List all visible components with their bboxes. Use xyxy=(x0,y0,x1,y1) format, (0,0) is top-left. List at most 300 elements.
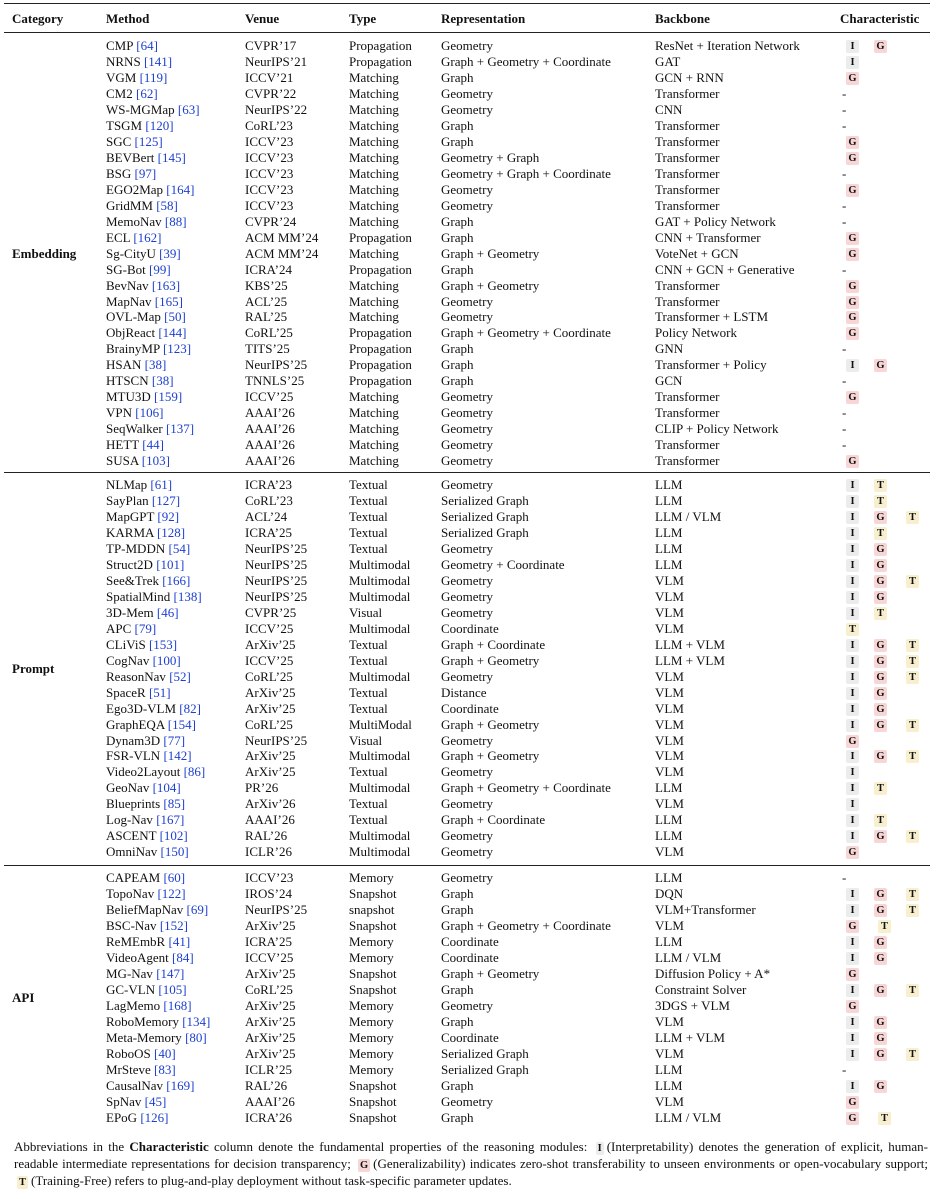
citation-link[interactable]: [163] xyxy=(151,277,181,293)
venue-cell: AAAI’26 xyxy=(245,453,295,469)
citation-link[interactable]: [45] xyxy=(144,1093,167,1109)
type-cell: Textual xyxy=(349,700,388,716)
backbone-cell: GAT xyxy=(655,53,681,69)
characteristic-badge-t: T xyxy=(906,984,919,997)
header-category: Category xyxy=(12,11,64,26)
type-cell: Matching xyxy=(349,149,399,165)
venue-cell: AAAI’26 xyxy=(245,405,295,421)
method-cell xyxy=(106,733,185,749)
venue-cell: ICRA’24 xyxy=(245,261,292,277)
method-name: BEVBert xyxy=(106,149,155,165)
citation-link[interactable]: [39] xyxy=(159,245,181,261)
representation-cell: Geometry xyxy=(441,572,493,588)
representation-cell: Serialized Graph xyxy=(441,524,529,540)
characteristic-badge-g: G xyxy=(874,511,887,524)
characteristic-badge-g: G xyxy=(874,936,887,949)
citation-link[interactable]: [51] xyxy=(148,684,171,700)
method-cell xyxy=(106,685,171,701)
method-name: Video2Layout xyxy=(106,764,181,780)
method-name: HETT xyxy=(106,437,139,453)
method-name: SpatialMind xyxy=(106,588,171,604)
backbone-cell: VLM+Transformer xyxy=(655,901,756,917)
characteristic-badge-g: G xyxy=(874,591,887,604)
representation-cell: Graph + Geometry xyxy=(441,277,540,293)
citation-link[interactable]: [123] xyxy=(162,341,192,357)
citation-link[interactable]: [54] xyxy=(168,540,191,556)
method-name: CMP xyxy=(106,38,133,53)
citation-link[interactable]: [40] xyxy=(154,1045,176,1061)
characteristic-badge-g: G xyxy=(846,1112,859,1125)
venue-cell: CoRL’25 xyxy=(245,325,293,341)
method-name: SG-Bot xyxy=(106,261,146,277)
method-cell xyxy=(106,653,181,669)
citation-link[interactable]: [85] xyxy=(163,796,186,812)
backbone-cell: GCN + RNN xyxy=(655,69,724,85)
characteristic-badge-i: I xyxy=(846,56,859,69)
citation-link[interactable]: [99] xyxy=(148,261,171,277)
characteristic-none: - xyxy=(842,373,847,389)
characteristic-badge-i: I xyxy=(846,479,859,492)
characteristic-badge-i: I xyxy=(846,1016,859,1029)
citation-link[interactable]: [154] xyxy=(167,716,196,732)
section-rule xyxy=(4,472,930,473)
characteristic-badge-i: I xyxy=(846,936,859,949)
citation-link[interactable]: [166] xyxy=(162,572,191,588)
citation-link[interactable]: [141] xyxy=(143,53,173,69)
citation-link[interactable]: [63] xyxy=(177,101,200,117)
representation-cell: Serialized Graph xyxy=(441,1061,529,1077)
method-name: BeliefMapNav xyxy=(106,901,184,917)
method-cell xyxy=(106,796,185,812)
method-cell xyxy=(106,230,162,246)
characteristic-badge-g: G xyxy=(874,543,887,556)
characteristic-badge-i: I xyxy=(846,671,859,684)
backbone-cell: ResNet + Iteration Network xyxy=(655,38,800,53)
method-name: GC-VLN xyxy=(106,981,156,997)
representation-cell: Serialized Graph xyxy=(441,492,529,508)
characteristic-badge-g: G xyxy=(846,735,859,748)
method-cell xyxy=(106,1110,168,1126)
characteristic-badge-i: I xyxy=(846,719,859,732)
citation-link[interactable]: [102] xyxy=(159,828,188,844)
citation-link[interactable]: [153] xyxy=(148,636,178,652)
backbone-cell: Transformer xyxy=(655,117,720,133)
characteristic-none: - xyxy=(842,101,847,117)
citation-link[interactable]: [100] xyxy=(152,652,181,668)
top-rule xyxy=(4,3,930,4)
venue-cell: ICLR’26 xyxy=(245,844,292,860)
characteristic-none: - xyxy=(842,85,847,101)
method-cell xyxy=(106,86,158,102)
characteristic-badge-i: I xyxy=(846,1080,859,1093)
method-cell xyxy=(106,828,188,844)
method-name: HSAN xyxy=(106,357,142,373)
venue-cell: ICRA’25 xyxy=(245,933,292,949)
characteristic-badge-g: G xyxy=(874,703,887,716)
venue-cell: ICRA’25 xyxy=(245,524,292,540)
type-cell: Snapshot xyxy=(349,965,397,981)
citation-link[interactable]: [58] xyxy=(156,197,178,213)
citation-link[interactable]: [144] xyxy=(158,325,187,341)
method-cell xyxy=(106,950,194,966)
venue-cell: NeurIPS’25 xyxy=(245,357,308,373)
citation-link[interactable]: [137] xyxy=(165,421,195,437)
citation-link[interactable]: [60] xyxy=(163,870,186,885)
citation-link[interactable]: [164] xyxy=(166,181,195,197)
citation-link[interactable]: [84] xyxy=(172,949,194,965)
method-cell xyxy=(106,780,181,796)
characteristic-badge-g: G xyxy=(874,888,887,901)
characteristic-badge-g: G xyxy=(846,72,859,85)
representation-cell: Geometry xyxy=(441,477,493,492)
representation-cell: Geometry xyxy=(441,181,493,197)
citation-link[interactable]: [38] xyxy=(144,357,167,373)
characteristic-badge-g: G xyxy=(874,671,887,684)
citation-link[interactable]: [120] xyxy=(145,117,174,133)
backbone-cell: LLM xyxy=(655,556,683,572)
citation-link[interactable]: [105] xyxy=(158,981,187,997)
representation-cell: Geometry xyxy=(441,588,493,604)
backbone-cell: Transformer xyxy=(655,85,720,101)
representation-cell: Geometry xyxy=(441,540,493,556)
type-cell: Memory xyxy=(349,949,394,965)
type-cell: snapshot xyxy=(349,901,395,917)
backbone-cell: Policy Network xyxy=(655,325,737,341)
backbone-cell: CNN + GCN + Generative xyxy=(655,261,795,277)
backbone-cell: LLM xyxy=(655,1061,683,1077)
venue-cell: ArXiv’25 xyxy=(245,764,296,780)
type-cell: Memory xyxy=(349,1061,394,1077)
type-cell: Memory xyxy=(349,1045,394,1061)
characteristic-badge-i: I xyxy=(846,814,859,827)
representation-cell: Graph + Geometry + Coordinate xyxy=(441,53,611,69)
citation-link[interactable]: [165] xyxy=(154,293,183,309)
characteristic-badge-i: I xyxy=(846,904,859,917)
type-cell: Multimodal xyxy=(349,748,411,764)
backbone-cell: VLM xyxy=(655,844,684,860)
citation-link[interactable]: [79] xyxy=(134,620,157,636)
type-cell: Visual xyxy=(349,732,383,748)
citation-link[interactable]: [41] xyxy=(168,933,191,949)
citation-link[interactable]: [169] xyxy=(166,1077,195,1093)
representation-cell: Coordinate xyxy=(441,949,499,965)
representation-cell: Geometry + Graph xyxy=(441,149,540,165)
method-cell xyxy=(106,621,156,637)
citation-link[interactable]: [77] xyxy=(163,732,186,748)
method-name: CM2 xyxy=(106,85,133,101)
backbone-cell: Transformer xyxy=(655,405,720,421)
characteristic-none: - xyxy=(842,437,847,453)
representation-cell: Coordinate xyxy=(441,700,499,716)
backbone-cell: VLM xyxy=(655,668,684,684)
method-cell xyxy=(106,902,208,918)
citation-link[interactable]: [159] xyxy=(154,389,183,405)
venue-cell: ArXiv’25 xyxy=(245,917,296,933)
venue-cell: ICCV’25 xyxy=(245,620,294,636)
type-cell: Textual xyxy=(349,684,388,700)
method-cell xyxy=(106,1062,176,1078)
method-cell xyxy=(106,934,190,950)
citation-link[interactable]: [61] xyxy=(150,477,173,492)
method-name: ECL xyxy=(106,229,131,245)
venue-cell: ICCV’23 xyxy=(245,870,294,885)
representation-cell: Graph xyxy=(441,981,474,997)
footnote-bold: Characteristic xyxy=(129,1139,209,1154)
method-name: FSR-VLN xyxy=(106,748,161,764)
backbone-cell: Transformer + Policy xyxy=(655,357,767,373)
venue-cell: NeurIPS’25 xyxy=(245,556,308,572)
type-cell: Textual xyxy=(349,477,388,492)
characteristic-badge-g: G xyxy=(846,311,859,324)
citation-link[interactable]: [152] xyxy=(159,917,188,933)
backbone-cell: 3DGS + VLM xyxy=(655,997,730,1013)
method-cell xyxy=(106,38,158,54)
citation-link[interactable]: [145] xyxy=(157,149,186,165)
method-name: CAPEAM xyxy=(106,870,161,885)
method-name: MrSteve xyxy=(106,1061,151,1077)
characteristic-badge-g: G xyxy=(874,655,887,668)
representation-cell: Graph xyxy=(441,117,474,133)
citation-link[interactable]: [38] xyxy=(151,373,174,389)
characteristic-badge-i: I xyxy=(846,40,859,53)
citation-link[interactable]: [167] xyxy=(156,812,185,828)
backbone-cell: LLM + VLM xyxy=(655,636,725,652)
citation-link[interactable]: [103] xyxy=(141,453,170,469)
representation-cell: Geometry xyxy=(441,38,493,53)
method-name: MapGPT xyxy=(106,508,155,524)
citation-link[interactable]: [162] xyxy=(133,229,162,245)
citation-link[interactable]: [138] xyxy=(173,588,202,604)
method-cell xyxy=(106,573,190,589)
venue-cell: ArXiv’25 xyxy=(245,997,296,1013)
type-cell: Textual xyxy=(349,524,388,540)
representation-cell: Geometry xyxy=(441,604,493,620)
method-name: RoboMemory xyxy=(106,1013,179,1029)
representation-cell: Geometry xyxy=(441,764,493,780)
venue-cell: ArXiv’25 xyxy=(245,700,296,716)
type-cell: Propagation xyxy=(349,325,412,341)
method-cell xyxy=(106,998,192,1014)
method-name: Dynam3D xyxy=(106,732,161,748)
method-name: WS-MGMap xyxy=(106,101,175,117)
method-cell xyxy=(106,182,194,198)
citation-link[interactable]: [150] xyxy=(160,844,189,860)
method-name: BevNav xyxy=(106,277,149,293)
characteristic-badge-i: I xyxy=(846,543,859,556)
citation-link[interactable]: [86] xyxy=(183,764,206,780)
method-name: EGO2Map xyxy=(106,181,164,197)
citation-link[interactable]: [46] xyxy=(156,604,179,620)
citation-link[interactable]: [127] xyxy=(151,492,181,508)
type-cell: Matching xyxy=(349,165,399,181)
method-cell xyxy=(106,453,170,469)
method-cell xyxy=(106,421,194,437)
method-cell xyxy=(106,214,187,230)
venue-cell: ACM MM’24 xyxy=(245,229,319,245)
type-cell: Snapshot xyxy=(349,981,397,997)
citation-link[interactable]: [104] xyxy=(152,780,181,796)
method-cell xyxy=(106,525,185,541)
type-cell: Matching xyxy=(349,133,399,149)
type-cell: Visual xyxy=(349,604,383,620)
citation-link[interactable]: [128] xyxy=(156,524,186,540)
characteristic-badge-t: T xyxy=(906,719,919,732)
characteristic-badge-g: G xyxy=(874,719,887,732)
header-backbone: Backbone xyxy=(655,11,710,26)
method-name: SpaceR xyxy=(106,684,146,700)
method-name: ReMEmbR xyxy=(106,933,166,949)
characteristic-badge-g: G xyxy=(846,232,859,245)
method-name: VPN xyxy=(106,405,133,421)
method-cell xyxy=(106,701,201,717)
citation-link[interactable]: [125] xyxy=(134,133,163,149)
method-name: SayPlan xyxy=(106,492,149,508)
method-cell xyxy=(106,541,190,557)
type-cell: Textual xyxy=(349,508,388,524)
citation-link[interactable]: [126] xyxy=(140,1109,169,1125)
characteristic-badge-g: G xyxy=(874,984,887,997)
header-representation: Representation xyxy=(441,11,526,26)
type-cell: Memory xyxy=(349,1013,394,1029)
citation-link[interactable]: [106] xyxy=(135,405,164,421)
backbone-cell: LLM xyxy=(655,540,683,556)
backbone-cell: VLM xyxy=(655,604,684,620)
representation-cell: Graph + Geometry xyxy=(441,245,540,261)
type-cell: Multimodal xyxy=(349,556,411,572)
type-cell: Multimodal xyxy=(349,572,411,588)
citation-link[interactable]: [101] xyxy=(156,556,185,572)
method-cell xyxy=(106,509,179,525)
method-name: RoboOS xyxy=(106,1045,151,1061)
citation-link[interactable]: [52] xyxy=(169,668,191,684)
header-rule xyxy=(4,32,930,33)
citation-link[interactable]: [92] xyxy=(157,508,180,524)
representation-cell: Coordinate xyxy=(441,620,499,636)
method-name: OVL-Map xyxy=(106,309,161,325)
type-cell: Multimodal xyxy=(349,620,411,636)
header-characteristic: Characteristic xyxy=(840,11,920,26)
citation-link[interactable]: [97] xyxy=(134,165,157,181)
representation-cell: Graph + Geometry + Coordinate xyxy=(441,780,611,796)
venue-cell: ArXiv’25 xyxy=(245,965,296,981)
representation-cell: Graph xyxy=(441,133,474,149)
citation-link[interactable]: [119] xyxy=(139,69,168,85)
backbone-cell: VLM xyxy=(655,620,684,636)
citation-link[interactable]: [69] xyxy=(186,901,209,917)
method-name: SGC xyxy=(106,133,132,149)
method-cell xyxy=(106,405,163,421)
venue-cell: NeurIPS’25 xyxy=(245,901,308,917)
citation-link[interactable]: [50] xyxy=(164,309,186,325)
representation-cell: Geometry xyxy=(441,732,493,748)
characteristic-badge-t: T xyxy=(906,639,919,652)
backbone-cell: Transformer xyxy=(655,197,720,213)
backbone-cell: LLM xyxy=(655,492,683,508)
method-name: HTSCN xyxy=(106,373,149,389)
representation-cell: Geometry xyxy=(441,405,493,421)
method-name: BrainyMP xyxy=(106,341,160,357)
method-cell xyxy=(106,844,189,860)
representation-cell: Geometry xyxy=(441,293,493,309)
type-cell: Snapshot xyxy=(349,917,397,933)
representation-cell: Graph xyxy=(441,1013,474,1029)
backbone-cell: CNN + Transformer xyxy=(655,229,761,245)
citation-link[interactable]: [83] xyxy=(154,1061,176,1077)
citation-link[interactable]: [80] xyxy=(185,1029,207,1045)
representation-cell: Graph xyxy=(441,1109,474,1125)
method-cell xyxy=(106,357,166,373)
method-cell xyxy=(106,246,181,262)
venue-cell: ICCV’23 xyxy=(245,181,294,197)
venue-cell: CVPR’24 xyxy=(245,213,297,229)
characteristic-badge-t: T xyxy=(846,623,859,636)
characteristic-badge-t: T xyxy=(906,511,919,524)
method-cell xyxy=(106,764,205,780)
method-cell xyxy=(106,166,156,182)
venue-cell: CVPR’17 xyxy=(245,38,297,53)
citation-link[interactable]: [122] xyxy=(157,885,186,901)
type-cell: Matching xyxy=(349,453,399,469)
backbone-cell: VLM xyxy=(655,917,684,933)
method-name: ASCENT xyxy=(106,828,157,844)
characteristic-badge-t: T xyxy=(874,527,887,540)
characteristic-badge-i: I xyxy=(846,655,859,668)
backbone-cell: GCN xyxy=(655,373,683,389)
citation-link[interactable]: [134] xyxy=(182,1013,211,1029)
characteristic-badge-g: G xyxy=(846,184,859,197)
type-cell: Multimodal xyxy=(349,588,411,604)
backbone-cell: LLM + VLM xyxy=(655,1029,725,1045)
citation-link[interactable]: [168] xyxy=(163,997,192,1013)
characteristic-badge-g: G xyxy=(846,248,859,261)
venue-cell: ICCV’25 xyxy=(245,389,294,405)
characteristic-badge-g: G xyxy=(874,750,887,763)
characteristic-badge-t: T xyxy=(878,1112,891,1125)
type-cell: Propagation xyxy=(349,38,412,53)
representation-cell: Graph + Geometry xyxy=(441,748,540,764)
venue-cell: RAL’26 xyxy=(245,828,288,844)
citation-link[interactable]: [142] xyxy=(163,748,192,764)
characteristic-badge-i: I xyxy=(846,591,859,604)
backbone-cell: GNN xyxy=(655,341,684,357)
backbone-cell: LLM / VLM xyxy=(655,508,722,524)
venue-cell: ACL’24 xyxy=(245,508,288,524)
type-cell: Memory xyxy=(349,997,394,1013)
type-cell: Matching xyxy=(349,309,399,325)
type-cell: Snapshot xyxy=(349,1093,397,1109)
type-cell: Propagation xyxy=(349,341,412,357)
citation-link[interactable]: [64] xyxy=(136,38,158,53)
citation-link[interactable]: [62] xyxy=(135,85,158,101)
method-name: GeoNav xyxy=(106,780,150,796)
characteristic-badge-i: I xyxy=(846,687,859,700)
representation-cell: Graph xyxy=(441,901,474,917)
venue-cell: NeurIPS’22 xyxy=(245,101,308,117)
backbone-cell: Transformer xyxy=(655,453,720,469)
citation-link[interactable]: [44] xyxy=(142,437,164,453)
citation-link[interactable]: [88] xyxy=(164,213,187,229)
backbone-cell: VLM xyxy=(655,764,684,780)
citation-link[interactable]: [147] xyxy=(156,965,185,981)
characteristic-badge-i: I xyxy=(846,984,859,997)
representation-cell: Coordinate xyxy=(441,933,499,949)
characteristic-badge-i: I xyxy=(846,1032,859,1045)
venue-cell: ArXiv’25 xyxy=(245,636,296,652)
characteristic-badge-g: G xyxy=(846,152,859,165)
citation-link[interactable]: [82] xyxy=(179,700,201,716)
venue-cell: NeurIPS’21 xyxy=(245,53,308,69)
representation-cell: Geometry xyxy=(441,997,493,1013)
